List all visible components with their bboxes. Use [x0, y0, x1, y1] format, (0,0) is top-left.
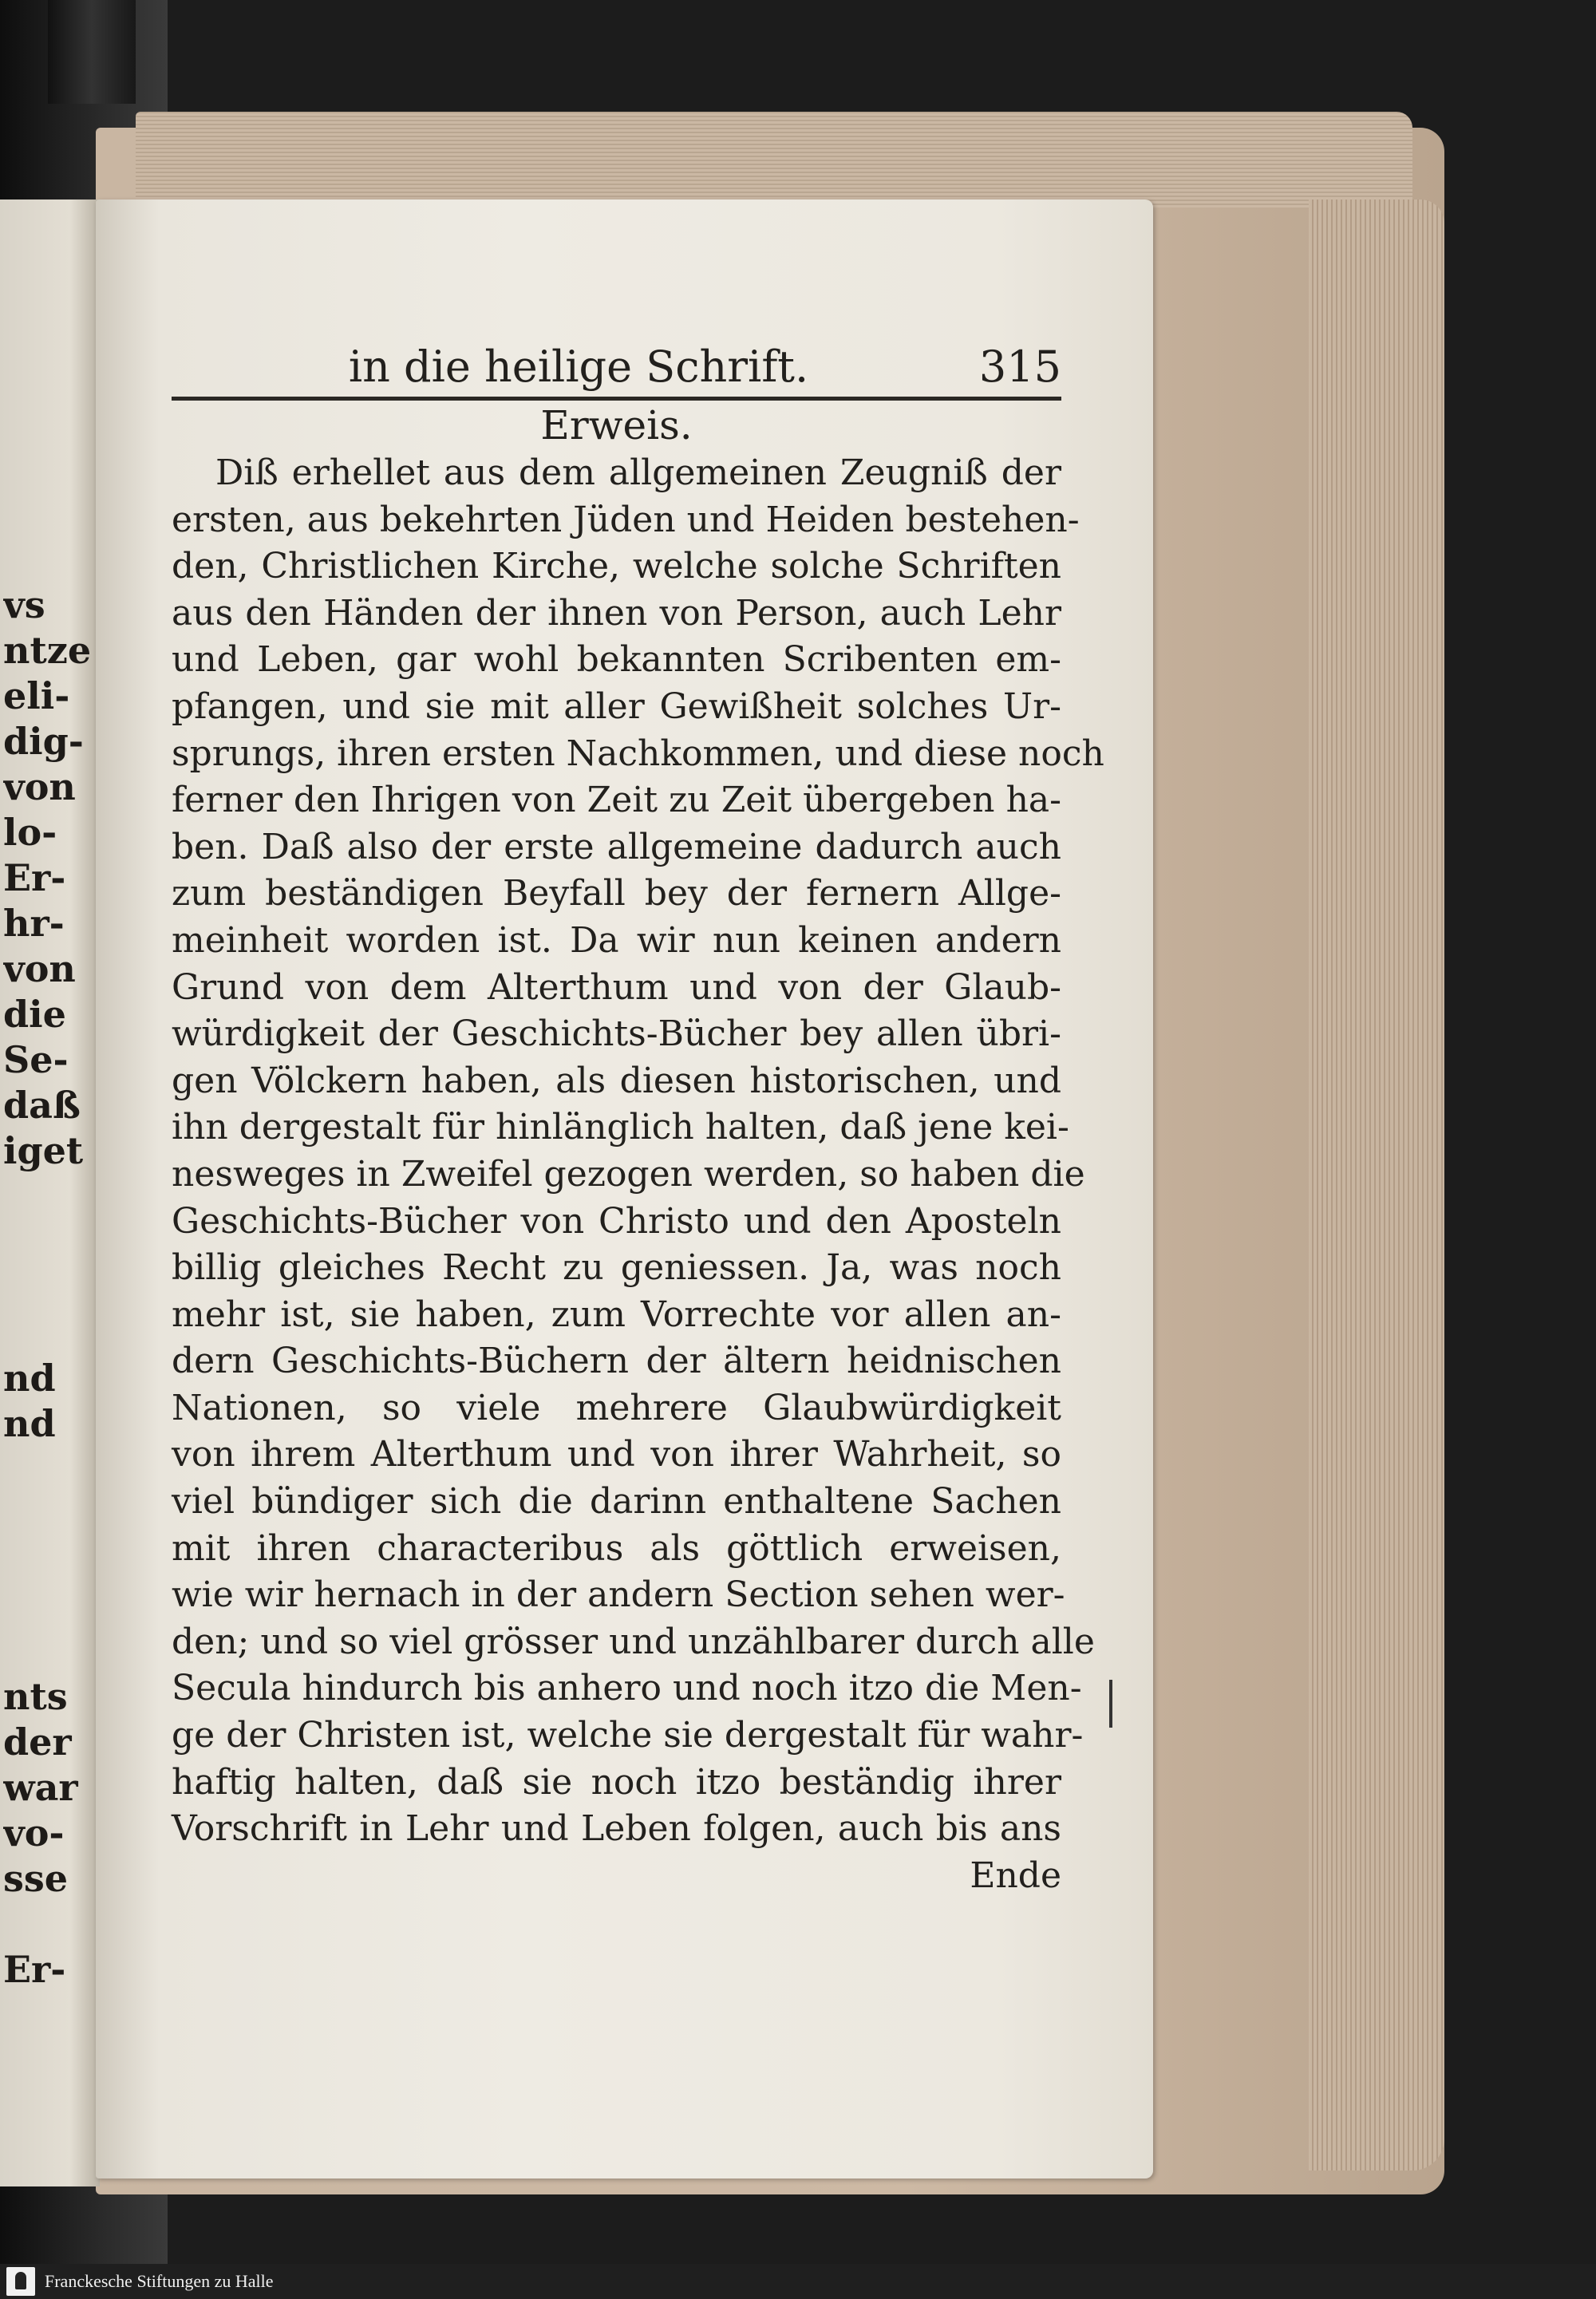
page-edges-right [1309, 199, 1444, 2171]
text-line: ben. Daß also der erste allgemeine dadurch auch [172, 826, 1061, 867]
fragment-line: iget [3, 1129, 84, 1172]
text-line: Nationen, so viele mehrere Glaubwürdigkeit [172, 1387, 1061, 1428]
page-content [172, 339, 1104, 1899]
book-page [96, 199, 1153, 2179]
running-title: in die heilige Schrift. [348, 342, 809, 392]
body-text [172, 450, 1104, 1853]
page-number: 315 [978, 342, 1061, 392]
fragment-line [3, 1174, 97, 1219]
fragment-line [3, 1629, 97, 1674]
fragment-line: Se- [3, 1038, 69, 1081]
fragment-line [3, 1902, 97, 1947]
fragment-line: vs [3, 583, 45, 626]
bookmark-ribbon [48, 0, 136, 104]
fragment-line: von [3, 765, 76, 808]
text-line: Geschichts-Bücher von Christo und den Aposteln [172, 1200, 1061, 1242]
text-line: gen Völckern haben, als diesen historischen, und [172, 1060, 1061, 1101]
fragment-line [3, 1492, 97, 1538]
fragment-line: von [3, 947, 76, 990]
institution-logo-icon [6, 2267, 35, 2296]
fragment-line: die [3, 993, 66, 1036]
text-line: Grund von dem Alterthum und von der Glaub- [172, 966, 1061, 1008]
text-line: von ihrem Alterthum und von ihrer Wahrheit, so [172, 1434, 1061, 1475]
text-line: haftig halten, daß sie noch itzo beständig ihrer [172, 1761, 1061, 1803]
page-edges-top [136, 112, 1412, 207]
text-line: pfangen, und sie mit aller Gewißheit solches Ur- [172, 685, 1061, 727]
fragment-line [3, 1265, 97, 1310]
footer-institution: Franckesche Stiftungen zu Halle [45, 2271, 274, 2291]
text-line: Diß erhellet aus dem allgemeinen Zeugniß der [215, 452, 1061, 493]
fragment-line [3, 1310, 97, 1356]
text-line: und Leben, gar wohl bekannten Scribenten em- [172, 639, 1061, 681]
fragment-line: dig- [3, 720, 84, 763]
running-head [172, 339, 1061, 395]
fragment-line: Er- [3, 1948, 66, 1991]
fragment-line: hr- [3, 902, 65, 945]
fragment-line: sse [3, 1857, 69, 1900]
fragment-line [3, 1538, 97, 1583]
text-line: ihn dergestalt für hinlänglich halten, daß jene kei- [172, 1107, 1069, 1148]
text-line: den, Christlichen Kirche, welche solche Schriften [172, 546, 1061, 587]
fragment-line: lo- [3, 811, 57, 854]
fragment-line: war [3, 1766, 78, 1809]
text-line: ersten, aus bekehrten Jüden und Heiden bestehen- [172, 499, 1080, 540]
text-line: billig gleiches Recht zu geniessen. Ja, was noch [172, 1247, 1061, 1289]
fragment-line: nd [3, 1357, 56, 1400]
facing-page-left [0, 199, 100, 2186]
fragment-line: nts [3, 1675, 68, 1718]
text-line: dern Geschichts-Büchern der ältern heidnischen [172, 1341, 1061, 1382]
text-line: mit ihren characteribus als göttlich erweisen, [172, 1527, 1061, 1569]
fragment-line: der [3, 1720, 72, 1764]
text-line: sprungs, ihren ersten Nachkommen, und diese noch [172, 733, 1104, 774]
text-line: aus den Händen der ihnen von Person, auch Lehr [172, 592, 1061, 634]
text-line: ferner den Ihrigen von Zeit zu Zeit übergeben ha- [172, 780, 1061, 821]
text-line: ge der Christen ist, welche sie dergestalt für wahr- [172, 1715, 1084, 1756]
text-line: den; und so viel grösser und unzählbarer durch alle [172, 1621, 1095, 1662]
text-line: wie wir hernach in der andern Section sehen wer- [172, 1574, 1065, 1616]
fragment-line: daß [3, 1084, 81, 1127]
fragment-line: Er- [3, 856, 66, 899]
text-line: Secula hindurch bis anhero und noch itzo die Men- [172, 1668, 1082, 1709]
footer-bar [0, 2264, 1596, 2299]
text-line: viel bündiger sich die darinn enthaltene Sachen [172, 1481, 1061, 1523]
section-heading: Erweis. [540, 402, 693, 448]
text-line: Vorschrift in Lehr und Leben folgen, auch bis ans [172, 1808, 1061, 1850]
text-line: mehr ist, sie haben, zum Vorrechte vor allen an- [172, 1294, 1061, 1335]
text-line: würdigkeit der Geschichts-Bücher bey allen übri- [172, 1013, 1061, 1055]
text-line: meinheit worden ist. Da wir nun keinen andern [172, 919, 1061, 961]
fragment-line: ntze [3, 629, 92, 672]
fragment-line [3, 1583, 97, 1629]
facing-page-fragments [3, 583, 97, 1993]
margin-mark [1109, 1680, 1112, 1728]
text-line: zum beständigen Beyfall bey der fernern Allge- [172, 873, 1061, 914]
text-line: nesweges in Zweifel gezogen werden, so haben die [172, 1153, 1085, 1195]
fragment-line [3, 1447, 97, 1492]
fragment-line: nd [3, 1402, 56, 1445]
fragment-line: vo- [3, 1811, 65, 1855]
fragment-line: eli- [3, 674, 70, 717]
fragment-line [3, 1219, 97, 1265]
catchword: Ende [970, 1855, 1061, 1896]
